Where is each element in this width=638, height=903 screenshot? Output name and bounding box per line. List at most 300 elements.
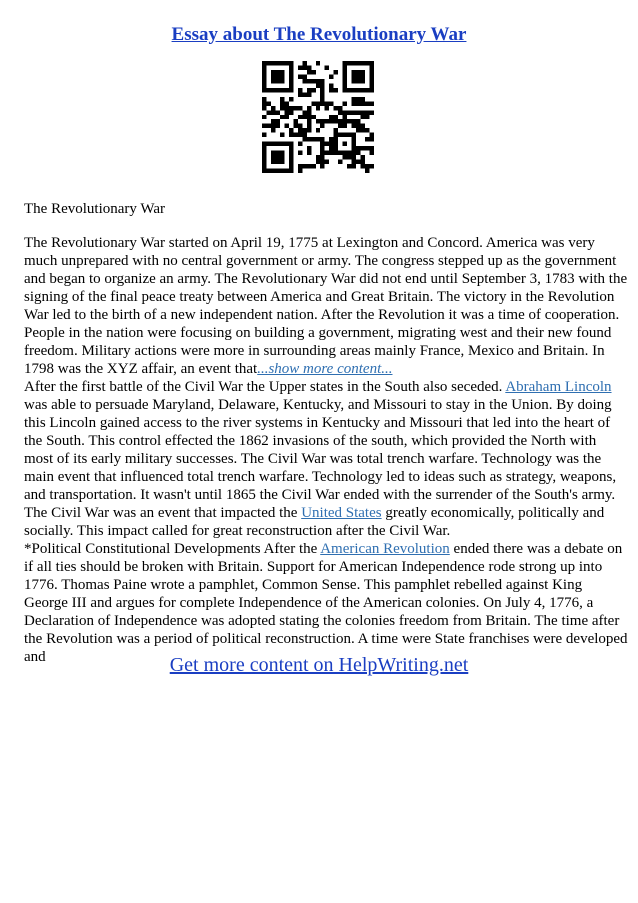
qr-module [356,79,360,83]
qr-module [262,101,266,105]
qr-module [352,124,356,128]
qr-module [361,115,365,119]
text-line: freedom. Military actions were more in surrounding areas mainly France, Mexico and Britain. In [24,343,605,359]
qr-module [280,97,284,101]
qr-module [365,146,369,150]
qr-module [361,74,365,78]
qr-module [262,146,266,150]
text-line: 1776. Thomas Paine wrote a pamphlet, Common Sense. This pamphlet rebelled against King [24,577,583,593]
qr-module [320,160,324,164]
qr-module [329,83,333,87]
qr-module [280,101,284,105]
qr-module [284,88,288,92]
qr-module [275,88,279,92]
qr-module [325,106,329,110]
qr-module [361,88,365,92]
text-line: the South. This control effected the 1862 invasions of the south, which provided the North with [24,433,597,449]
qr-module [370,151,374,155]
qr-module [266,110,270,114]
qr-module [316,61,320,65]
text-line: The Revolutionary War started on April 19, 1775 at Lexington and Concord. America was very [24,235,595,251]
qr-module [347,110,351,114]
qr-module [302,61,306,65]
qr-module [370,83,374,87]
qr-module [266,61,270,65]
qr-module [311,79,315,83]
qr-module [262,142,266,146]
qr-module [343,142,347,146]
qr-module [365,169,369,173]
qr-module [262,70,266,74]
text-line: this Lincoln gained access to the river systems in Kentucky and Missouri that led into the heart of [24,415,611,431]
qr-module [316,155,320,159]
qr-module [262,160,266,164]
qr-module [307,115,311,119]
qr-module [338,151,342,155]
qr-module [289,146,293,150]
qr-module [320,79,324,83]
qr-module [343,124,347,128]
qr-module [289,70,293,74]
qr-module [338,119,342,123]
qr-module [280,115,284,119]
qr-module [316,79,320,83]
qr-module [280,70,284,74]
qr-module [298,88,302,92]
text-line: The Civil War was an event that impacted the United States greatly economically, politically and [24,505,605,521]
qr-module [320,124,324,128]
qr-module [329,146,333,150]
qr-module [266,169,270,173]
qr-module [311,88,315,92]
qr-module [352,155,356,159]
qr-module [275,155,279,159]
qr-module [352,160,356,164]
qr-module [298,92,302,96]
qr-module [352,164,356,168]
qr-module [343,74,347,78]
qr-module [284,124,288,128]
qr-module [307,137,311,141]
qr-module [302,92,306,96]
text-line: People in the nation were focusing on building a government, migrating west and their new found [24,325,612,341]
qr-module [307,70,311,74]
qr-module [271,74,275,78]
text-line: 1798 was the XYZ affair, an event that...show more content... [24,361,393,377]
qr-module [262,155,266,159]
qr-module [280,106,284,110]
qr-module [280,155,284,159]
qr-module [352,97,356,101]
qr-module [266,101,270,105]
qr-module [343,151,347,155]
qr-module [370,137,374,141]
qr-module [271,106,275,110]
qr-module [334,128,338,132]
qr-module [302,137,306,141]
qr-module [343,115,347,119]
qr-module [284,169,288,173]
qr-module [352,74,356,78]
qr-module [280,142,284,146]
qr-module [280,133,284,137]
qr-module [329,151,333,155]
qr-module [266,88,270,92]
qr-module [329,119,333,123]
qr-module [293,119,297,123]
qr-module [316,106,320,110]
qr-module [334,70,338,74]
qr-module [347,155,351,159]
qr-module [298,133,302,137]
qr-module [334,119,338,123]
qr-module [302,110,306,114]
qr-module [347,151,351,155]
qr-module [356,124,360,128]
united-states-link[interactable]: United States [301,505,382,521]
text-line: most of its early military successes. The Civil War was total trench warfare. Technology was the [24,451,602,467]
qr-module [289,61,293,65]
qr-code-icon [262,61,374,173]
qr-module [320,155,324,159]
qr-module [266,142,270,146]
text-line: and began to organize an army. The Revolutionary War did not end until September 3, 1783 with the [24,271,628,287]
text-line: much unprepared with no central government or army. The congress stepped up as the government [24,253,617,269]
text-line: the Revolution was a period of political reconstruction. A time were State franchises were developed [24,631,628,647]
qr-module [280,151,284,155]
qr-module [334,115,338,119]
qr-module [356,61,360,65]
qr-module [320,151,324,155]
qr-module [361,110,365,114]
qr-module [298,142,302,146]
qr-module [298,151,302,155]
qr-module [289,65,293,69]
qr-module [307,79,311,83]
qr-module [311,70,315,74]
qr-module [271,61,275,65]
qr-module [320,83,324,87]
qr-module [271,128,275,132]
qr-module [356,119,360,123]
qr-module [298,74,302,78]
qr-module [338,106,342,110]
qr-module [334,137,338,141]
text-line: signing of the final peace treaty between America and Great Britain. The victory in the Revolution [24,289,615,305]
qr-module [365,88,369,92]
qr-module [352,151,356,155]
qr-module [361,101,365,105]
qr-module [356,160,360,164]
qr-module [280,88,284,92]
qr-module [316,160,320,164]
qr-module [347,61,351,65]
qr-module [275,74,279,78]
qr-module [352,79,356,83]
qr-module [275,61,279,65]
qr-module [347,119,351,123]
qr-module [307,124,311,128]
qr-module [289,160,293,164]
text-line: main event that influenced total trench warfare. Technology led to ideas such as strategy, weapons, [24,469,617,485]
qr-module [293,106,297,110]
qr-module [356,128,360,132]
qr-module [302,164,306,168]
qr-module [298,164,302,168]
qr-module [262,115,266,119]
qr-module [343,61,347,65]
text-line: if all ties should be broken with Britain. Support for American Independence rode strong up into [24,559,603,575]
text-line: War led to the birth of a new independent nation. After the Revolution it was a time of cooperation. [24,307,620,323]
qr-module [266,124,270,128]
qr-module [356,74,360,78]
qr-module [307,128,311,132]
qr-module [338,160,342,164]
qr-module [311,115,315,119]
qr-module [262,164,266,168]
qr-module [365,110,369,114]
qr-module [298,169,302,173]
qr-module [307,88,311,92]
qr-module [356,101,360,105]
show-more-link[interactable]: ...show more content... [257,361,393,377]
qr-module [370,88,374,92]
qr-module [316,83,320,87]
qr-module [338,124,342,128]
qr-module [325,151,329,155]
qr-module [275,151,279,155]
qr-module [334,133,338,137]
qr-module [338,133,342,137]
qr-module [352,61,356,65]
qr-module [343,119,347,123]
qr-module [352,101,356,105]
abraham-lincoln-link[interactable]: Abraham Lincoln [505,379,612,395]
qr-module [361,146,365,150]
qr-module [365,164,369,168]
qr-module [298,128,302,132]
qr-module [284,115,288,119]
qr-module [329,74,333,78]
qr-module [356,146,360,150]
qr-module [343,155,347,159]
qr-module [361,155,365,159]
qr-module [361,97,365,101]
qr-module [289,106,293,110]
text-line: After the first battle of the Civil War the Upper states in the South also seceded. Abraham Lincoln [24,379,612,395]
qr-module [356,151,360,155]
qr-module [275,124,279,128]
qr-module [289,79,293,83]
qr-module [352,110,356,114]
qr-module [298,65,302,69]
qr-module [262,88,266,92]
qr-module [370,70,374,74]
qr-module [284,142,288,146]
qr-module [271,110,275,114]
qr-module [307,164,311,168]
qr-module [370,74,374,78]
qr-module [262,61,266,65]
qr-module [316,128,320,132]
qr-module [343,101,347,105]
qr-module [361,61,365,65]
qr-module [307,92,311,96]
text-line: socially. This impact called for great reconstruction after the Civil War. [24,523,451,539]
qr-module [298,115,302,119]
qr-module [262,83,266,87]
qr-module [271,79,275,83]
qr-module [320,88,324,92]
qr-module [302,74,306,78]
qr-module [271,124,275,128]
qr-module [271,160,275,164]
qr-module [329,115,333,119]
qr-module [311,164,315,168]
qr-module [325,101,329,105]
qr-module [343,79,347,83]
qr-module [329,142,333,146]
qr-module [289,74,293,78]
page-title[interactable]: Essay about The Revolutionary War [171,24,467,45]
qr-module [271,88,275,92]
text-line: *Political Constitutional Developments After the American Revolution ended there was a debate on [24,541,623,557]
qr-module [356,110,360,114]
qr-module [289,151,293,155]
qr-module [316,101,320,105]
qr-module [280,160,284,164]
qr-module [262,169,266,173]
qr-module [343,65,347,69]
qr-module [311,101,315,105]
qr-module [370,61,374,65]
qr-module [289,83,293,87]
qr-module [325,119,329,123]
qr-module [307,151,311,155]
qr-module [316,137,320,141]
qr-module [352,70,356,74]
qr-module [275,160,279,164]
qr-module [289,133,293,137]
text-line: and [24,649,46,665]
qr-module [307,65,311,69]
text-line: Declaration of Independence was adopted stating the colonies freedom from Britain. The time after [24,613,620,629]
qr-module [352,133,356,137]
qr-module [302,133,306,137]
qr-module [343,70,347,74]
qr-module [289,110,293,114]
qr-module [262,133,266,137]
qr-module [275,110,279,114]
text-line: George III and argues for complete Independence of the American colonies. On July 4, 1776, a [24,595,594,611]
qr-module [320,119,324,123]
qr-module [271,155,275,159]
qr-module [343,88,347,92]
qr-module [271,142,275,146]
qr-module [352,146,356,150]
essay-body [24,234,628,666]
qr-module [320,146,324,150]
qr-module [347,164,351,168]
qr-module [365,101,369,105]
qr-module [370,110,374,114]
qr-module [289,142,293,146]
qr-module [302,79,306,83]
qr-module [289,164,293,168]
qr-module [307,119,311,123]
qr-module [262,151,266,155]
qr-module [316,119,320,123]
qr-module [352,142,356,146]
qr-module [370,133,374,137]
qr-module [271,169,275,173]
qr-module [320,142,324,146]
qr-module [275,70,279,74]
qr-module [280,169,284,173]
qr-module [361,70,365,74]
get-more-content-link[interactable]: Get more content on HelpWriting.net [169,654,469,676]
qr-module [370,164,374,168]
qr-module [334,151,338,155]
qr-module [325,142,329,146]
qr-module [334,142,338,146]
qr-module [320,101,324,105]
qr-module [347,88,351,92]
qr-module [289,97,293,101]
qr-module [302,65,306,69]
qr-module [275,169,279,173]
qr-module [356,97,360,101]
qr-module [370,79,374,83]
qr-module [370,65,374,69]
qr-module [289,155,293,159]
qr-module [356,88,360,92]
qr-module [334,88,338,92]
qr-module [298,106,302,110]
qr-module [298,124,302,128]
qr-module [262,65,266,69]
qr-module [329,101,333,105]
qr-module [356,70,360,74]
qr-module [329,88,333,92]
qr-module [320,97,324,101]
qr-module [307,110,311,114]
qr-module [343,110,347,114]
qr-module [352,137,356,141]
qr-module [280,79,284,83]
qr-module [284,106,288,110]
qr-module [347,133,351,137]
qr-module [361,79,365,83]
qr-module [320,92,324,96]
qr-module [284,61,288,65]
qr-module [361,128,365,132]
american-revolution-link[interactable]: American Revolution [320,541,450,557]
qr-module [262,124,266,128]
qr-module [280,74,284,78]
qr-module [293,124,297,128]
qr-module [352,88,356,92]
essay-heading: The Revolutionary War [24,201,165,217]
qr-module [311,137,315,141]
qr-module [320,137,324,141]
text-line: and transportation. It wasn't until 1865 the Civil War ended with the surrender of the South's army. [24,487,616,503]
qr-module [275,119,279,123]
qr-module [361,160,365,164]
qr-module [352,119,356,123]
qr-module [293,133,297,137]
qr-module [307,146,311,150]
